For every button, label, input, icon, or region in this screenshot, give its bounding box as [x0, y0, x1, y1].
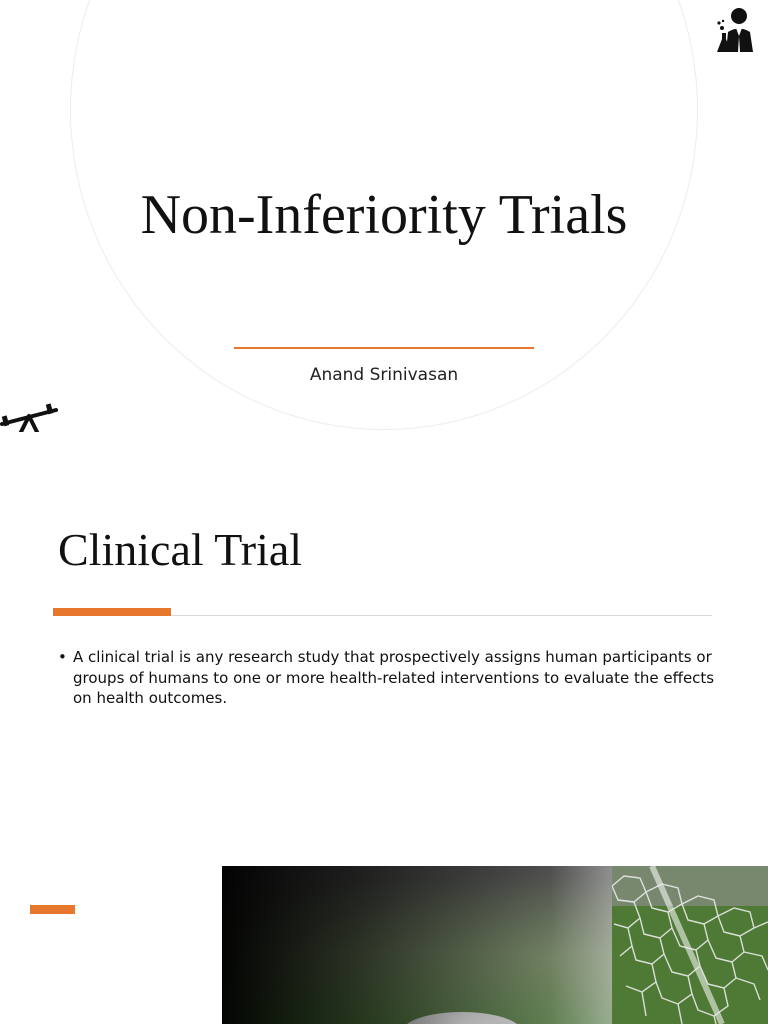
- title-divider: [234, 347, 534, 349]
- author-name: Anand Srinivasan: [309, 365, 459, 385]
- soccer-net-photo: [222, 866, 768, 1024]
- heading-accent-bar: [53, 608, 171, 616]
- seesaw-icon: [0, 398, 60, 432]
- content-slide: [0, 480, 768, 830]
- bullet-dot: •: [58, 648, 67, 666]
- bullet-text: A clinical trial is any research study that prospectively assigns human participants or groups of humans to one or more health-related interventions to evaluate the effects on health outcomes.: [73, 648, 715, 707]
- accent-bar: [30, 905, 75, 914]
- image-slide: [0, 866, 768, 1024]
- scientist-icon: [714, 6, 760, 52]
- slide-heading: Clinical Trial: [58, 524, 303, 575]
- title-slide: [0, 0, 768, 432]
- bullet-item: [58, 647, 718, 709]
- slide-title: Non-Inferiority Trials: [140, 184, 628, 246]
- goal-net: [612, 866, 768, 1024]
